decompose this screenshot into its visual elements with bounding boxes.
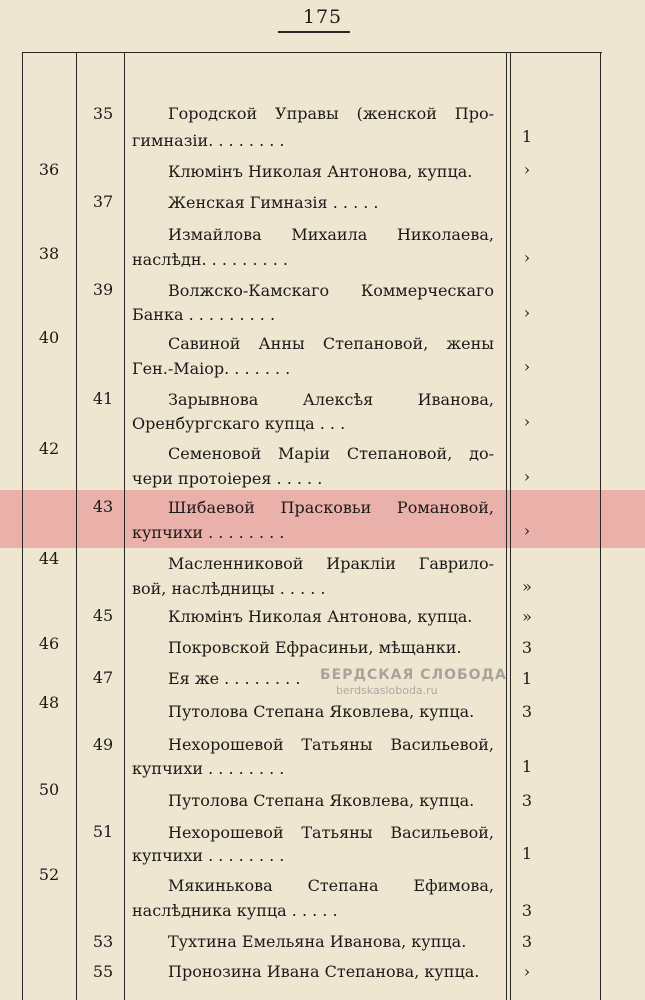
entry-text: Ея же . . . . . . . . <box>168 669 301 688</box>
entry-text: Покровской Ефрасиньи, мѣщанки. <box>168 638 462 657</box>
entry-text: Банка . . . . . . . . . <box>132 305 276 324</box>
row-number: 51 <box>92 822 114 841</box>
entry-text: Женская Гимназія . . . . . <box>168 193 379 212</box>
row-value: 1 <box>521 844 533 863</box>
entry-text: Клюмінъ Николая Антонова, купца. <box>168 162 473 181</box>
entry-text: Путолова Степана Яковлева, купца. <box>168 702 475 721</box>
entry-text: Волжско-Камскаго Коммерческаго <box>168 281 494 300</box>
even-number-column-divider <box>76 52 77 1000</box>
entry-text: Тухтина Емельяна Иванова, купца. <box>168 932 467 951</box>
entry-text: купчихи . . . . . . . . <box>132 759 285 778</box>
row-value: » <box>522 577 532 596</box>
row-value: › <box>523 521 531 540</box>
page-number: 175 <box>302 6 343 28</box>
row-value: 3 <box>521 932 533 951</box>
odd-number-column-divider <box>124 52 125 1000</box>
entry-text: Оренбургскаго купца . . . <box>132 414 346 433</box>
row-number: 52 <box>38 865 60 884</box>
entry-text: наслѣдн. . . . . . . . . <box>132 250 288 269</box>
entry-text: Измайлова Михаила Николаева, <box>168 225 494 244</box>
row-value: › <box>523 962 531 981</box>
row-number: 49 <box>92 735 114 754</box>
watermark-url: berdskasloboda.ru <box>336 684 438 697</box>
entry-text: Зарывнова Алексѣя Иванова, <box>168 390 494 409</box>
entry-text: Пронозина Ивана Степанова, купца. <box>168 962 480 981</box>
entry-text: чери протоіерея . . . . . <box>132 469 323 488</box>
page-number-rule <box>278 31 350 33</box>
row-number: 38 <box>38 244 60 263</box>
entry-text: Клюмінъ Николая Антонова, купца. <box>168 607 473 626</box>
row-number: 42 <box>38 439 60 458</box>
entry-text: Нехорошевой Татьяны Васильевой, <box>168 823 494 842</box>
row-value: 1 <box>521 669 533 688</box>
row-number: 53 <box>92 932 114 951</box>
entry-text: купчихи . . . . . . . . <box>132 523 285 542</box>
row-number: 45 <box>92 606 114 625</box>
entry-text: вой, наслѣдницы . . . . . <box>132 579 326 598</box>
row-value: › <box>523 248 531 267</box>
row-value: 3 <box>521 791 533 810</box>
row-value: › <box>523 303 531 322</box>
row-value: 3 <box>521 702 533 721</box>
row-value: 3 <box>521 901 533 920</box>
entry-text: Мякинькова Степана Ефимова, <box>168 876 494 895</box>
row-number: 40 <box>38 328 60 347</box>
table-top-rule <box>22 52 602 53</box>
watermark-title: БЕРДСКАЯ СЛОБОДА <box>320 667 507 683</box>
row-number: 36 <box>38 160 60 179</box>
row-number: 37 <box>92 192 114 211</box>
row-number: 43 <box>92 497 114 516</box>
table-left-border <box>22 52 23 1000</box>
entry-text: Городской Управы (женской Про- <box>168 104 494 123</box>
entry-text: гимназіи. . . . . . . . <box>132 131 285 150</box>
row-value: › <box>523 412 531 431</box>
entry-text: купчихи . . . . . . . . <box>132 846 285 865</box>
row-value: › <box>523 160 531 179</box>
entry-text: Нехорошевой Татьяны Васильевой, <box>168 735 494 754</box>
entry-text: наслѣдника купца . . . . . <box>132 901 338 920</box>
entry-text: Шибаевой Прасковьи Романовой, <box>168 498 494 517</box>
row-number: 48 <box>38 693 60 712</box>
row-value: 3 <box>521 638 533 657</box>
table-right-border <box>600 52 601 1000</box>
row-number: 55 <box>92 962 114 981</box>
row-value: 1 <box>521 127 533 146</box>
entry-text: Семеновой Маріи Степановой, до- <box>168 444 494 463</box>
row-value: › <box>523 467 531 486</box>
value-column-left-rule <box>506 52 507 1000</box>
value-column-left-rule-double <box>510 52 511 1000</box>
entry-text: Масленниковой Ираклiи Гаврило- <box>168 554 494 573</box>
row-value: » <box>522 607 532 626</box>
row-number: 47 <box>92 668 114 687</box>
row-value: › <box>523 357 531 376</box>
row-value: 1 <box>521 757 533 776</box>
entry-text: Путолова Степана Яковлева, купца. <box>168 791 475 810</box>
entry-text: Савиной Анны Степановой, жены <box>168 334 494 353</box>
row-number: 44 <box>38 549 60 568</box>
row-number: 46 <box>38 634 60 653</box>
row-number: 50 <box>38 780 60 799</box>
row-number: 35 <box>92 104 114 123</box>
row-number: 41 <box>92 389 114 408</box>
entry-text: Ген.-Маіор. . . . . . . <box>132 359 291 378</box>
row-number: 39 <box>92 280 114 299</box>
